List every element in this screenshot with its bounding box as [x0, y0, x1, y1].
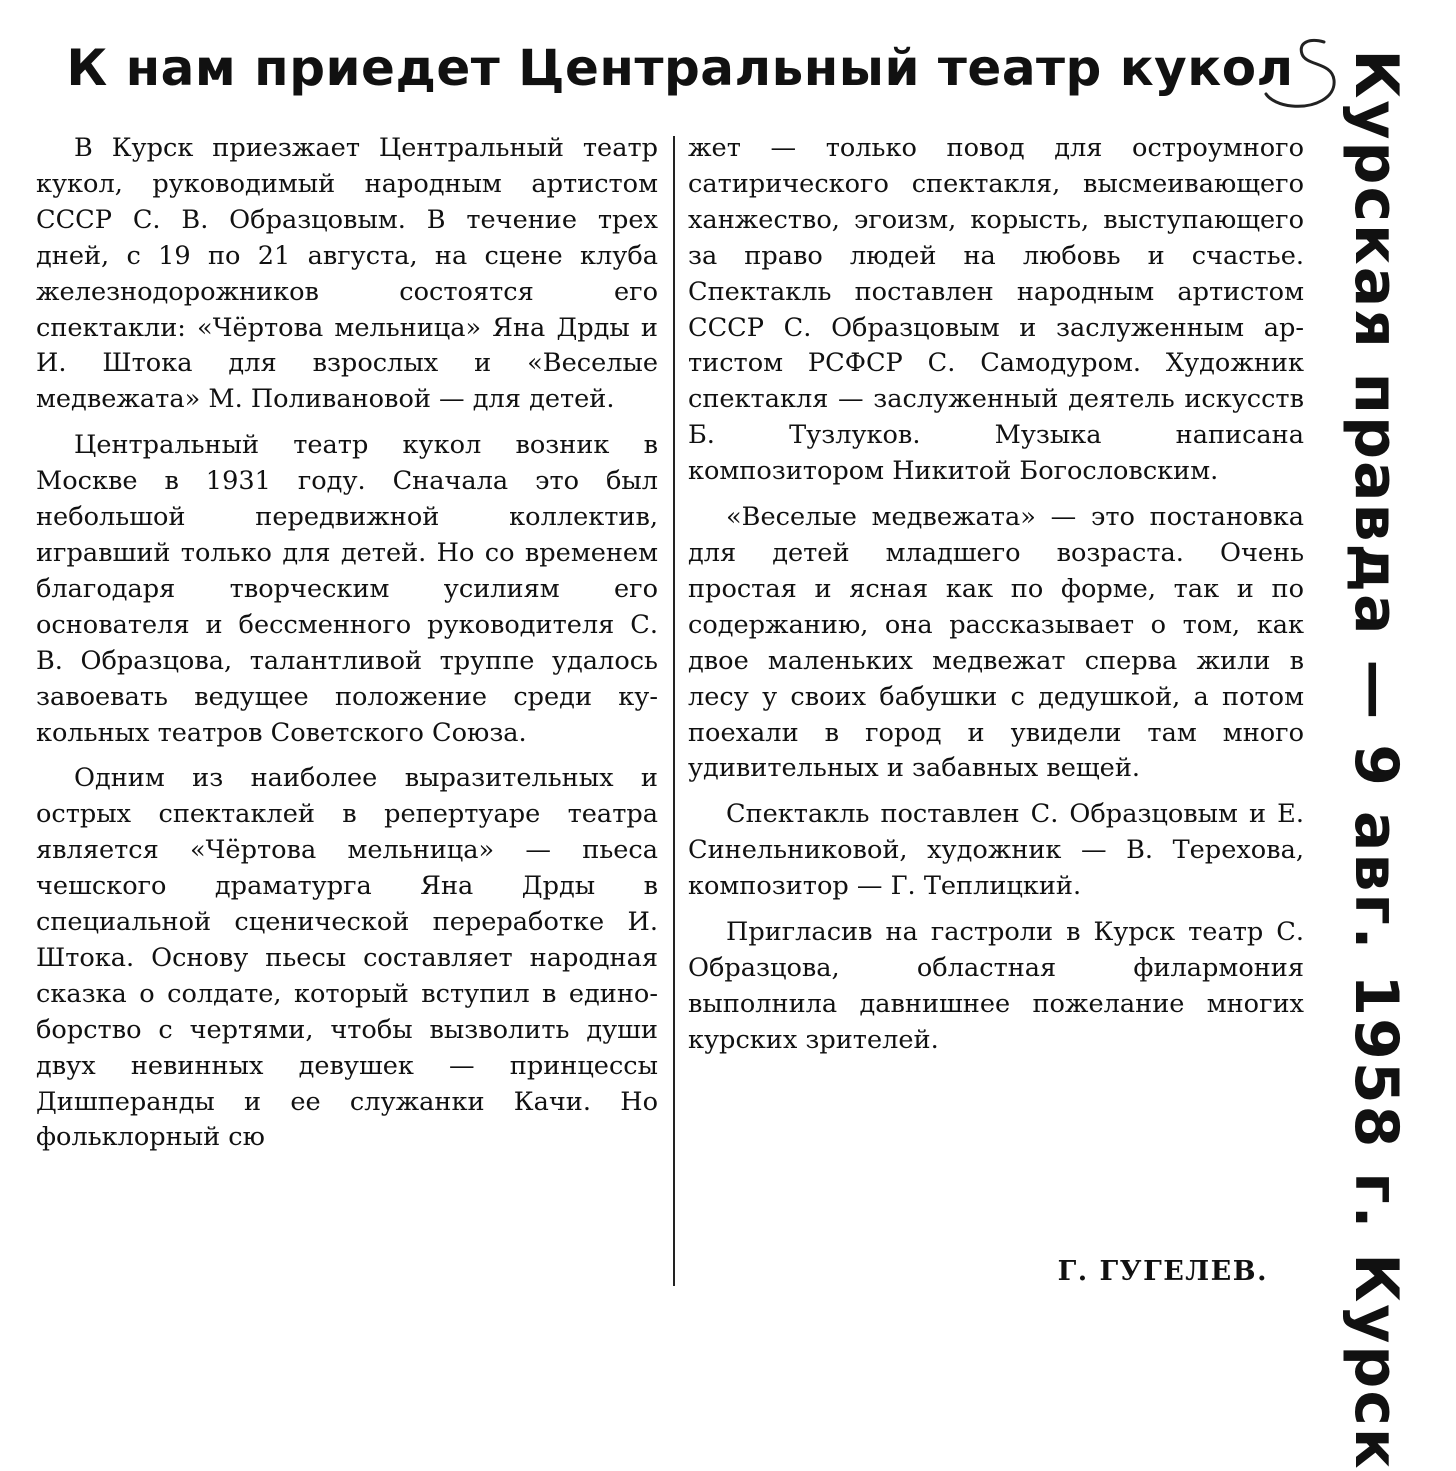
paragraph: В Курск приезжает Центральный театр кукол, руководимый народным артистом СССР С. В. Образцовым. В течение трех дней, с 19 по 21 августа, на сцене клуба железнодорожников состоятся его спектакли: «Чёртова мельница» Яна Дрды и И. Штока для взрослых и «Веселые медвежата» М. Поливановой — для детей. — [36, 133, 658, 415]
column-divider — [673, 136, 675, 1286]
paragraph: Спектакль поставлен С. Образцовым и Е. Синельниковой, художник — В. Терехова, композитор — Г. Теплицкий. — [688, 799, 1304, 902]
author-signature: Г. ГУГЕЛЕВ. — [1057, 1256, 1268, 1287]
paragraph: Пригласив на гастроли в Курск театр С. Образцова, областная филармония выполнила давнишнее пожелание многих курских зрителей. — [688, 917, 1304, 1055]
paragraph: «Веселые медвежата» — это постановка для детей младшего возраста. Очень простая и ясная как по форме, так и по содержанию, она рассказывает о том, как двое маленьких медвежат сперва жили в лесу у своих бабушки с дедушкой, а потом поехали в город и увидели там много удивительных и забавных вещей. — [688, 502, 1304, 784]
article-column-right — [688, 131, 1304, 1059]
article-column-left — [36, 131, 658, 1156]
source-stamp — [1306, 49, 1446, 1471]
paragraph: Центральный театр кукол возник в Москве в 1931 году. Сначала это был небольшой передвижной коллектив, игравший только для детей. Но со временем благодаря творческим усилиям его основателя и бессменного руководителя С. В. Образцова, талантливой труппе удалось завоевать ведущее положение среди кукольных театров Советского Союза. — [36, 430, 658, 748]
source-stamp-text: Курская правда — 9 авг. 1958 г. Курск — [1341, 49, 1411, 1471]
paragraph: Одним из наиболее выразительных и острых спектаклей в репертуаре театра является «Чёртова мельница» — пьеса чешского драматурга Яна Дрды в специальной сценической переработке И. Штока. Основу пьесы составляет народная сказка о солдате, который вступил в единоборство с чертями, чтобы вызволить души двух невинных девушек — принцессы Дишперанды и ее служанки Качи. Но фольклорный сю — [36, 763, 658, 1153]
article-title: К нам приедет Центральный театр кукол — [66, 39, 1294, 97]
paragraph: жет — только повод для остроумного сатирического спектакля, высмеивающего ханжество, эгоизм, корысть, выступающего за право людей на любовь и счастье. Спектакль поставлен народным артистом СССР С. Образцовым и заслуженным артистом РСФСР С. Самодуром. Художник спектакля — заслуженный деятель искусств Б. Тузлуков. Музыка написана композитором Никитой Богословским. — [688, 133, 1304, 487]
